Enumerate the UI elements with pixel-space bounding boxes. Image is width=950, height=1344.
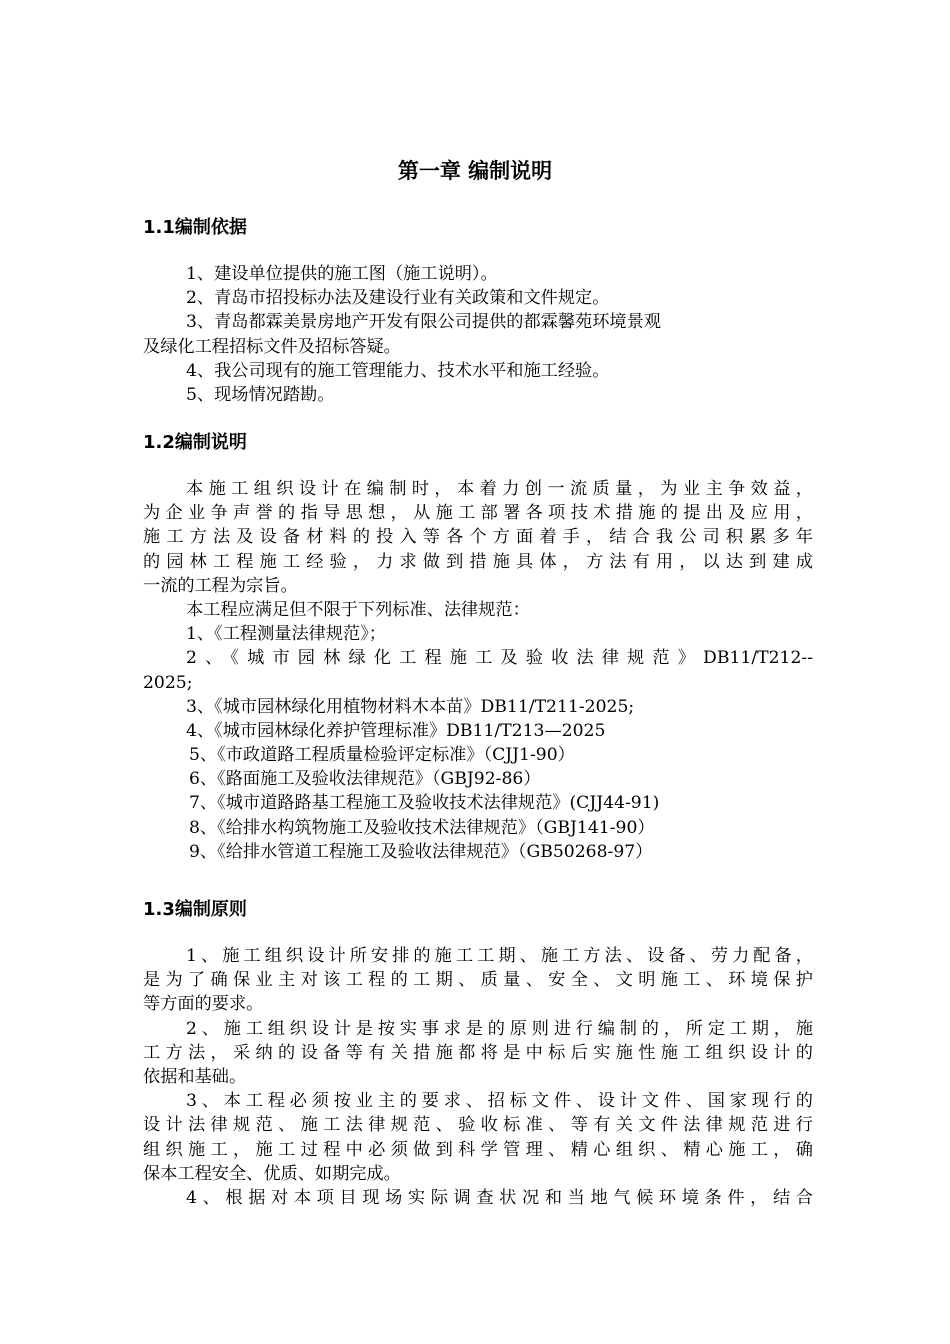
paragraph-line: 是为了确保业主对该工程的工期、质量、安全、文明施工、环境保护 bbox=[143, 970, 813, 991]
paragraph-line: 2、施工组织设计是按实事求是的原则进行编制的，所定工期，施 bbox=[186, 1018, 813, 1039]
standard-list-item: 2、《城市园林绿化工程施工及验收法律规范》DB11/T212-- bbox=[186, 648, 813, 669]
paragraph-line: 2、青岛市招投标办法及建设行业有关政策和文件规定。 bbox=[186, 288, 610, 309]
standard-list-item: 6、《路面施工及验收法律规范》（GBJ92-86） bbox=[189, 769, 541, 790]
paragraph-line: 1、施工组织设计所安排的施工工期、施工方法、设备、劳力配备， bbox=[186, 946, 813, 966]
paragraph-line: 3、青岛都霖美景房地产开发有限公司提供的都霖馨苑环境景观 bbox=[186, 312, 662, 333]
section-heading-1-2: 1.2编制说明 bbox=[143, 432, 247, 453]
paragraph-line: 及绿化工程招标文件及招标答疑。 bbox=[143, 336, 401, 357]
standard-list-item: 1、《工程测量法律规范》； bbox=[186, 624, 386, 645]
section-1-2-body bbox=[143, 477, 813, 864]
standard-list-item: 9、《给排水管道工程施工及验收法律规范》（GB50268-97） bbox=[189, 841, 653, 862]
paragraph-line: 本施工组织设计在编制时，本着力创一流质量，为业主争效益， bbox=[186, 479, 813, 499]
section-1-1-body bbox=[143, 262, 813, 407]
section-1-3-body bbox=[143, 944, 813, 1210]
chapter-title: 第一章 编制说明 bbox=[397, 159, 553, 183]
standard-list-item: 8、《给排水构筑物施工及验收技术法律规范》（GBJ141-90） bbox=[189, 817, 655, 838]
paragraph-line: 本工程应满足但不限于下列标准、法律规范： bbox=[186, 599, 530, 620]
paragraph-line: 5、现场情况踏勘。 bbox=[186, 384, 335, 405]
standard-list-item: 4、《城市园林绿化养护管理标准》DB11/T213—2025 bbox=[186, 720, 606, 741]
paragraph-line: 4、我公司现有的施工管理能力、技术水平和施工经验。 bbox=[186, 360, 610, 381]
paragraph-line: 组织施工，施工过程中必须做到科学管理、精心组织、精心施工，确 bbox=[143, 1139, 813, 1160]
paragraph-line: 的园林工程施工经验，力求做到措施具体，方法有用，以达到建成 bbox=[143, 551, 813, 572]
paragraph-line: 保本工程安全、优质、如期完成。 bbox=[143, 1163, 401, 1184]
paragraph-line: 为企业争声誉的指导思想，从施工部署各项技术措施的提出及应用， bbox=[143, 503, 813, 524]
standard-list-item: 5、《市政道路工程质量检验评定标准》（CJJ1-90） bbox=[189, 745, 575, 766]
standard-list-item: 3、《城市园林绿化用植物材料木本苗》DB11/T211-2025; bbox=[186, 696, 635, 717]
section-heading-1-1: 1.1编制依据 bbox=[143, 217, 247, 238]
paragraph-line: 等方面的要求。 bbox=[143, 994, 264, 1015]
section-heading-1-3: 1.3编制原则 bbox=[143, 899, 247, 920]
paragraph-line: 依据和基础。 bbox=[143, 1066, 247, 1087]
paragraph-line: 4、根据对本项目现场实际调查状况和当地气候环境条件，结合 bbox=[186, 1187, 813, 1208]
paragraph-line: 施工方法及设备材料的投入等各个方面着手，结合我公司积累多年 bbox=[143, 527, 813, 548]
standard-list-item: 7、《城市道路路基工程施工及验收技术法律规范》(CJJ44-91) bbox=[189, 793, 660, 814]
paragraph-line: 一流的工程为宗旨。 bbox=[143, 575, 298, 596]
paragraph-line: 工方法，采纳的设备等有关措施都将是中标后实施性施工组织设计的 bbox=[143, 1042, 813, 1063]
paragraph-line: 设计法律规范、施工法律规范、验收标准、等有关文件法律规范进行 bbox=[143, 1115, 813, 1136]
paragraph-line: 3、本工程必须按业主的要求、招标文件、设计文件、国家现行的 bbox=[186, 1091, 813, 1112]
paragraph-line: 1、建设单位提供的施工图（施工说明）。 bbox=[186, 264, 498, 284]
standard-list-item: 2025; bbox=[143, 672, 193, 693]
